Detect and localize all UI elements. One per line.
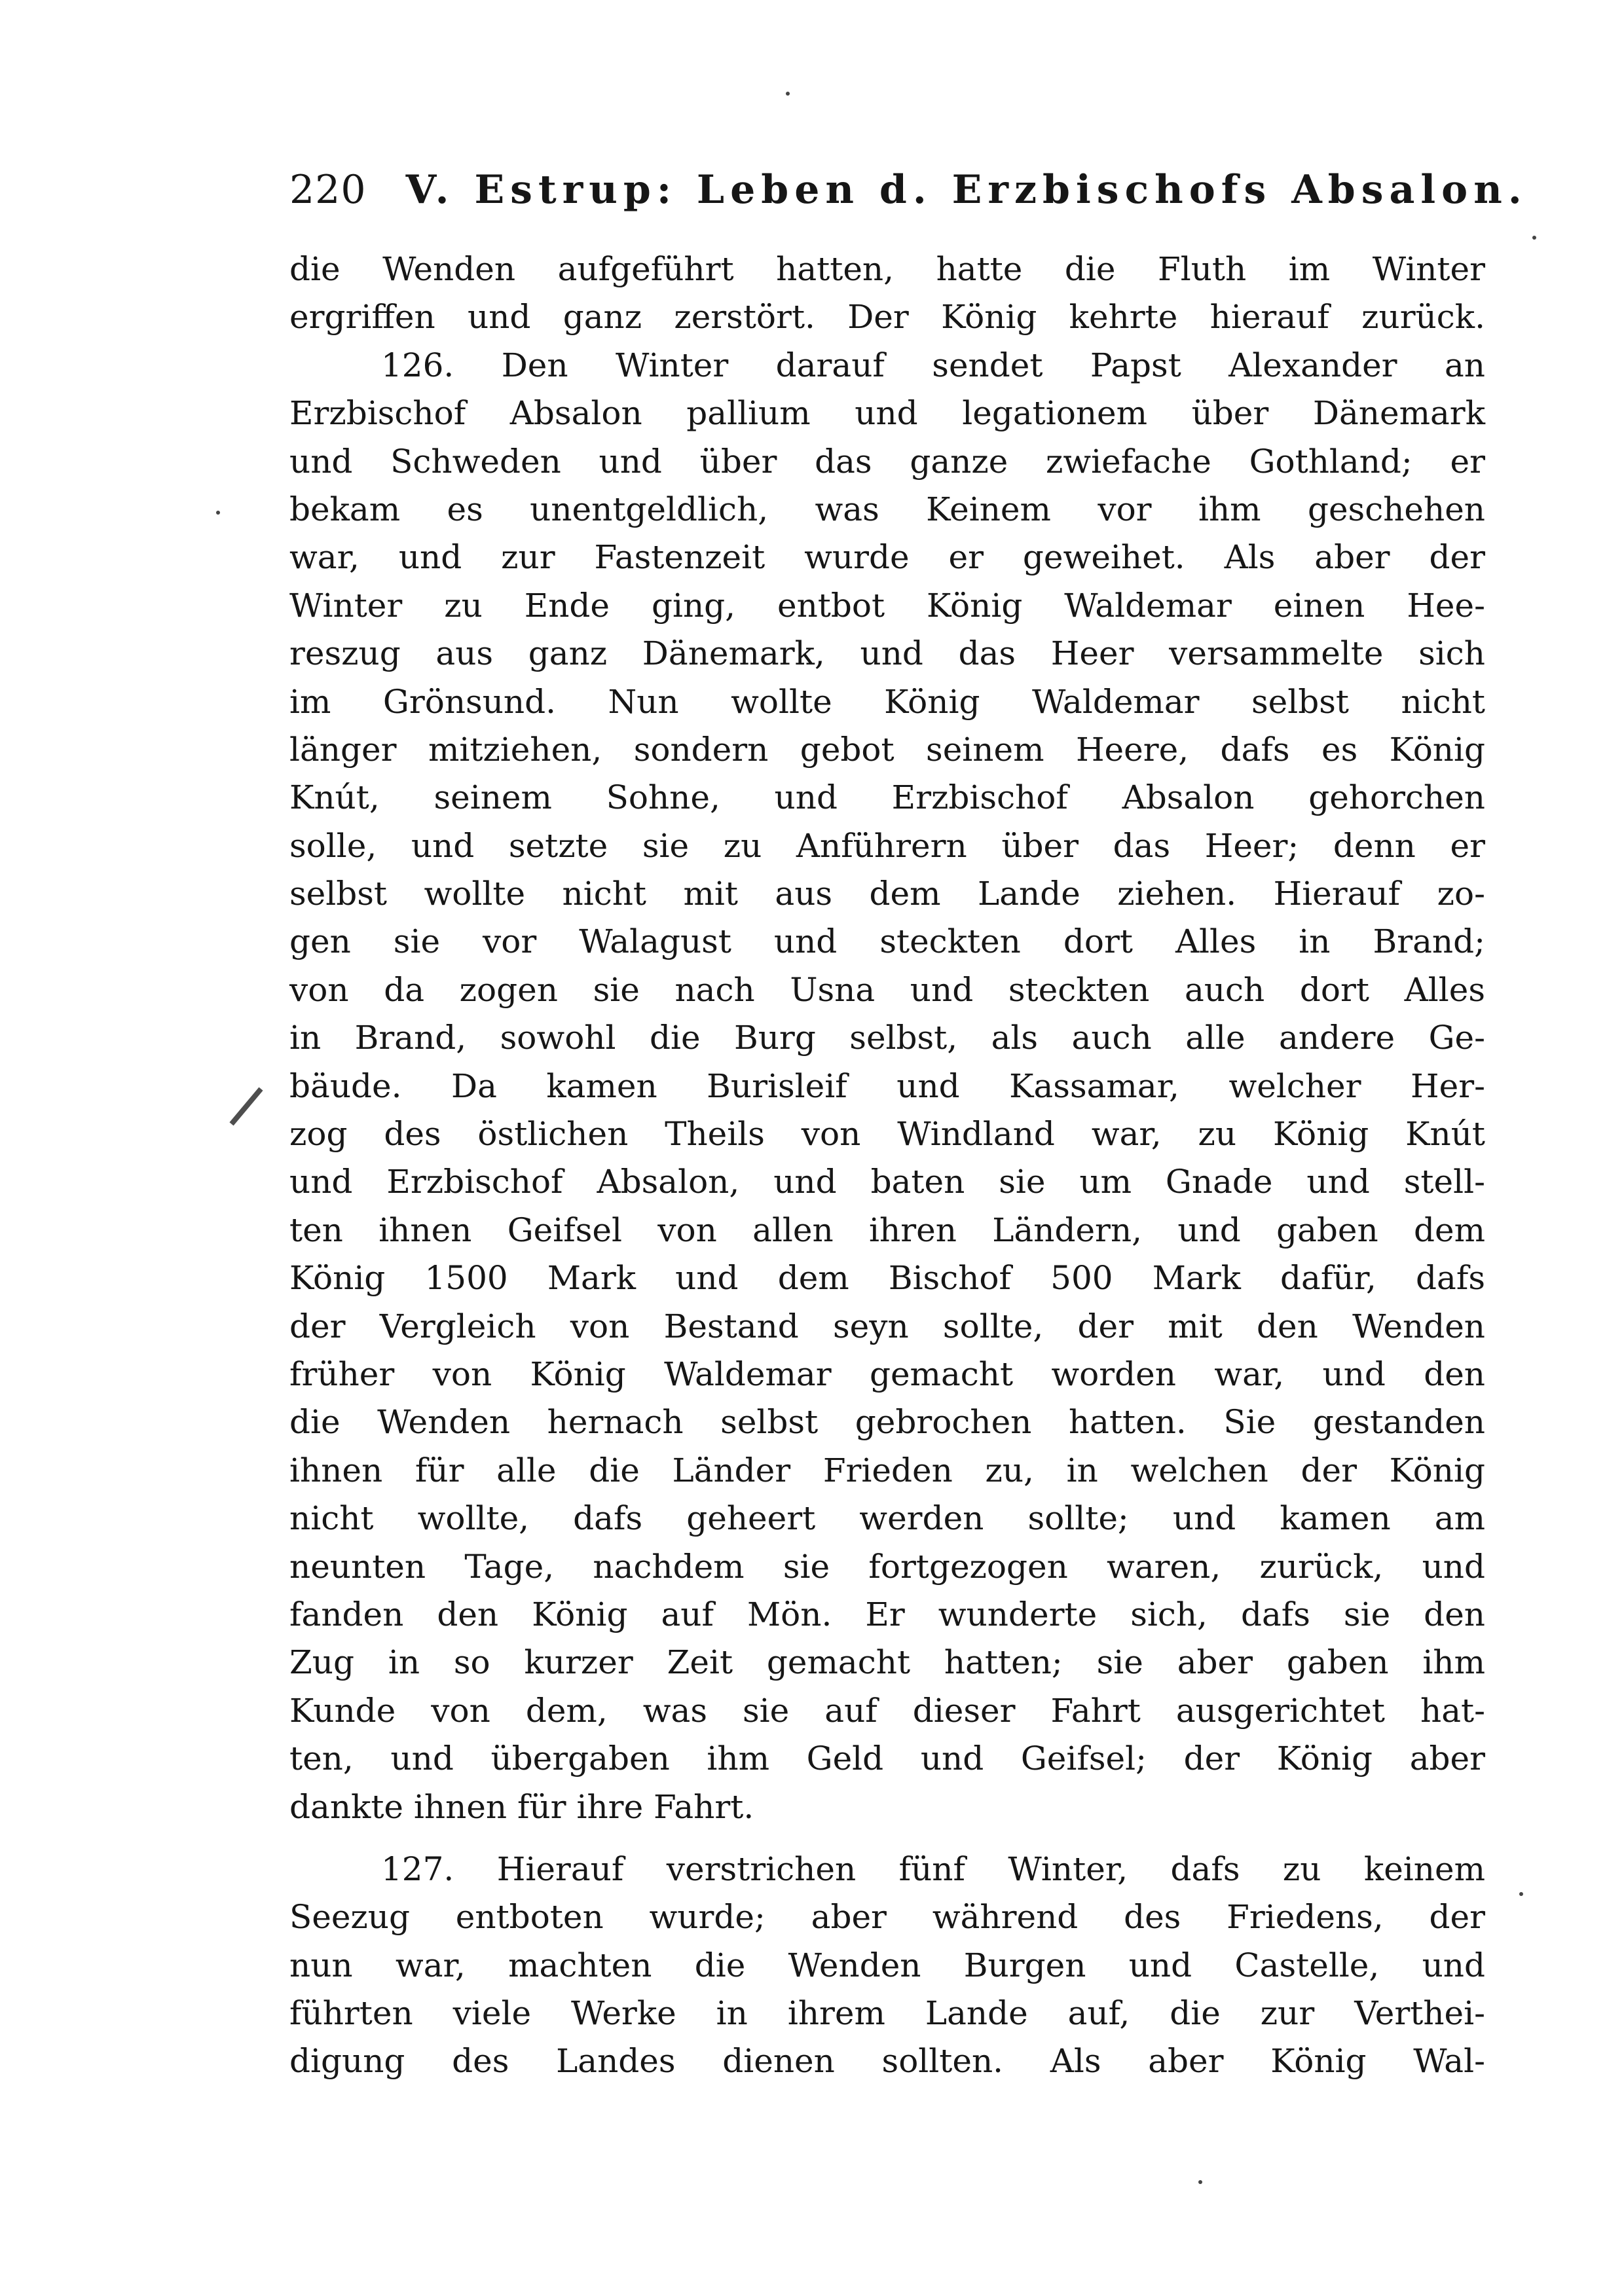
paper-speck xyxy=(1532,236,1536,240)
text-line: bekam es unentgeldlich, was Keinem vor ihm geschehen xyxy=(289,490,1485,528)
paper-speck xyxy=(1198,2180,1202,2184)
text-line: ergriffen und ganz zerstört. Der König kehrte hierauf zurück. xyxy=(289,298,1485,337)
paper-speck xyxy=(1519,1892,1523,1896)
text-line: war, und zur Fastenzeit wurde er geweihet. Als aber der xyxy=(289,538,1485,577)
text-line: von da zogen sie nach Usna und steckten auch dort Alles xyxy=(289,970,1485,1009)
paper-speck xyxy=(216,511,220,515)
text-line: fanden den König auf Mön. Er wunderte sich, dafs sie den xyxy=(289,1595,1485,1633)
text-line: zog des östlichen Theils von Windland war, zu König Knút xyxy=(289,1115,1485,1154)
text-line: in Brand, sowohl die Burg selbst, als auch alle andere Ge- xyxy=(289,1019,1485,1057)
text-line: früher von König Waldemar gemacht worden war, und den xyxy=(289,1355,1485,1393)
text-line: und Schweden und über das ganze zwiefache Gothland; er xyxy=(289,442,1485,481)
running-header xyxy=(289,164,1528,216)
margin-pencil-mark xyxy=(229,1087,263,1126)
text-line: nun war, machten die Wenden Burgen und Castelle, und xyxy=(289,1946,1485,1984)
paragraph-127-start: 127. Hierauf verstrichen fünf Winter, dafs zu keinem xyxy=(381,1850,1485,1888)
text-line: ihnen für alle die Länder Frieden zu, in welchen der König xyxy=(289,1451,1485,1489)
text-line: selbst wollte nicht mit aus dem Lande ziehen. Hierauf zo- xyxy=(289,875,1485,913)
text-line: gen sie vor Walagust und steckten dort Alles in Brand; xyxy=(289,922,1485,961)
page-number: 220 xyxy=(289,167,367,213)
text-line: bäude. Da kamen Burisleif und Kassamar, welcher Her- xyxy=(289,1066,1485,1105)
text-line: neunten Tage, nachdem sie fortgezogen waren, zurück, und xyxy=(289,1547,1485,1586)
text-line: solle, und setzte sie zu Anführern über das Heer; denn er xyxy=(289,826,1485,865)
text-line: die Wenden aufgeführt hatten, hatte die Fluth im Winter xyxy=(289,250,1485,288)
text-line: Zug in so kurzer Zeit gemacht hatten; sie aber gaben ihm xyxy=(289,1643,1485,1682)
text-line: ten, und übergaben ihm Geld und Geifsel; der König aber xyxy=(289,1740,1485,1778)
text-line: Seezug entboten wurde; aber während des Friedens, der xyxy=(289,1898,1485,1937)
text-line: nicht wollte, dafs geheert werden sollte; und kamen am xyxy=(289,1499,1485,1538)
paper-speck xyxy=(786,92,790,96)
text-line: im Grönsund. Nun wollte König Waldemar selbst nicht xyxy=(289,682,1485,721)
body-text xyxy=(289,246,1485,2086)
paragraph-126-end: dankte ihnen für ihre Fahrt. xyxy=(289,1787,754,1826)
text-line: reszug aus ganz Dänemark, und das Heer versammelte sich xyxy=(289,634,1485,673)
text-line: digung des Landes dienen sollten. Als aber König Wal- xyxy=(289,2042,1485,2081)
text-line: und Erzbischof Absalon, und baten sie um Gnade und stell- xyxy=(289,1163,1485,1201)
text-line: Knút, seinem Sohne, und Erzbischof Absalon gehorchen xyxy=(289,778,1485,817)
running-title: V. Estrup: Leben d. Erzbischofs Absalon. xyxy=(405,167,1528,213)
text-line: ten ihnen Geifsel von allen ihren Ländern, und gaben dem xyxy=(289,1211,1485,1249)
paragraph-gap xyxy=(289,1831,1485,1846)
text-line: Erzbischof Absalon pallium und legationem über Dänemark xyxy=(289,394,1485,433)
text-line: der Vergleich von Bestand seyn sollte, der mit den Wenden xyxy=(289,1307,1485,1345)
text-line: die Wenden hernach selbst gebrochen hatten. Sie gestanden xyxy=(289,1403,1485,1442)
paragraph-126-start: 126. Den Winter darauf sendet Papst Alexander an xyxy=(381,346,1485,384)
text-line: König 1500 Mark und dem Bischof 500 Mark dafür, dafs xyxy=(289,1259,1485,1298)
text-line: länger mitziehen, sondern gebot seinem Heere, dafs es König xyxy=(289,730,1485,769)
text-line: führten viele Werke in ihrem Lande auf, die zur Verthei- xyxy=(289,1994,1485,2033)
text-line: Kunde von dem, was sie auf dieser Fahrt ausgerichtet hat- xyxy=(289,1691,1485,1730)
text-line: Winter zu Ende ging, entbot König Waldemar einen Hee- xyxy=(289,586,1485,625)
